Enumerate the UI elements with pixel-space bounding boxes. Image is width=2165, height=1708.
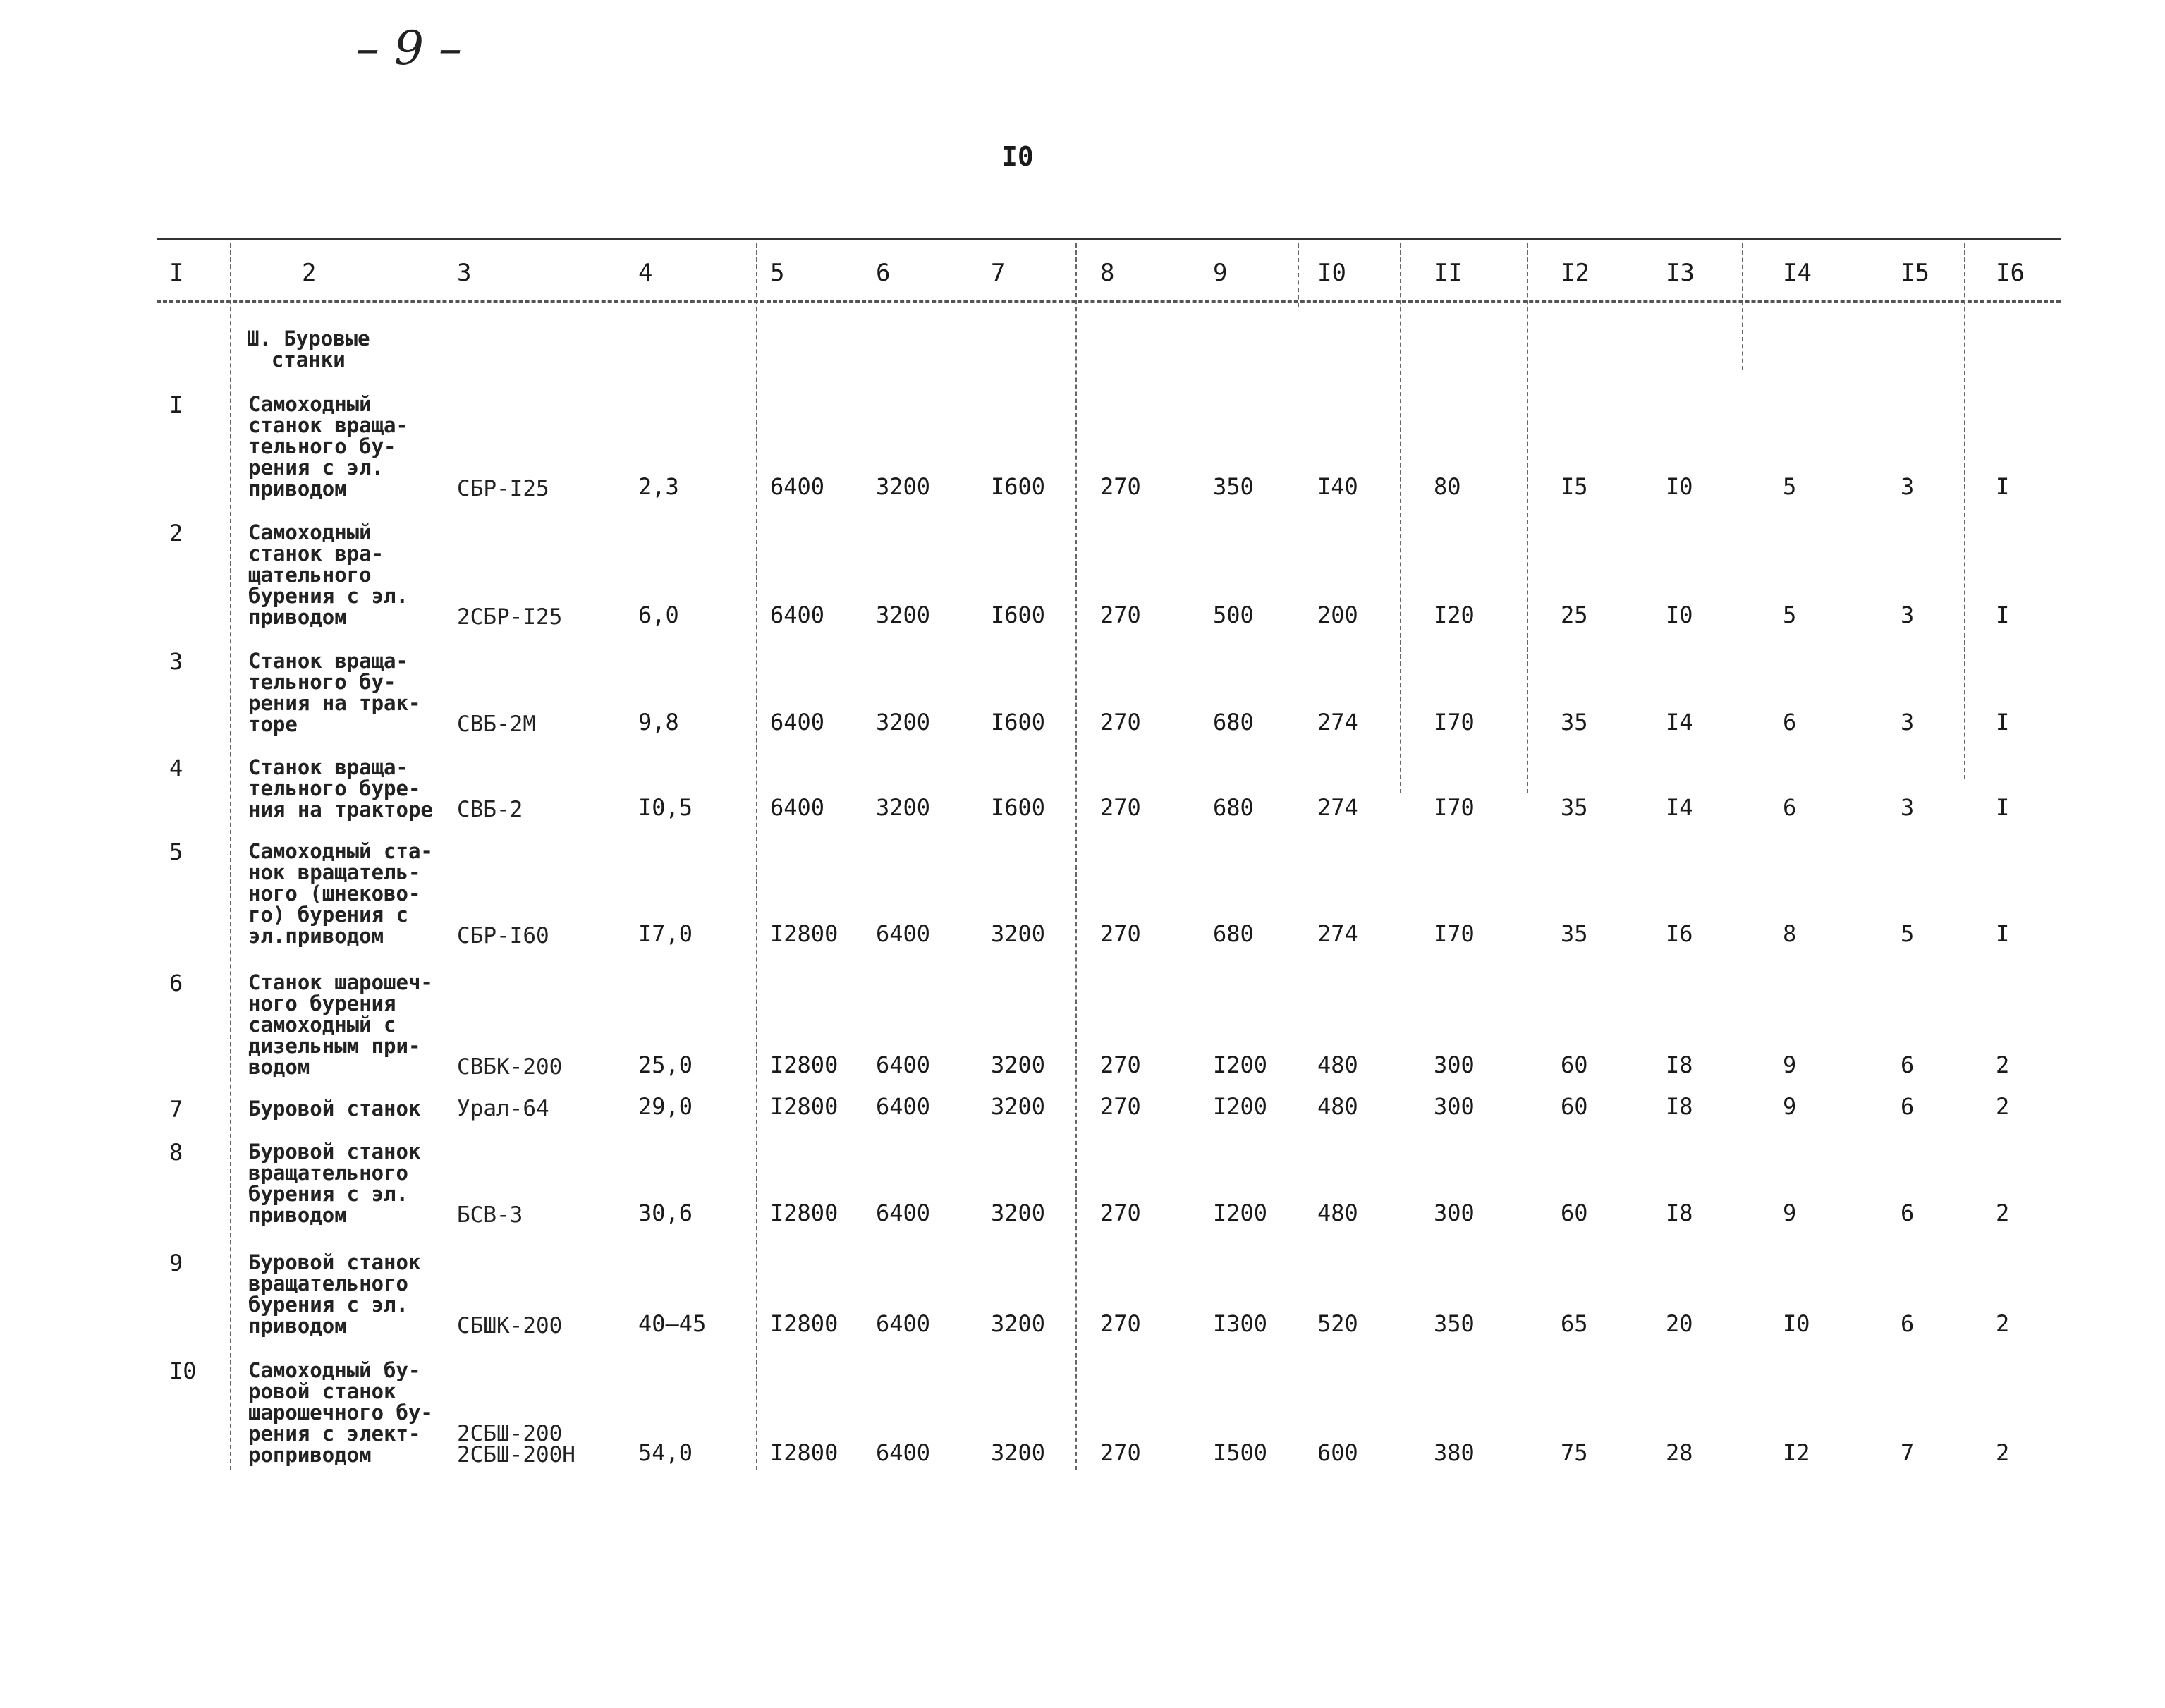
row-value-col-11: 300 <box>1434 1051 1475 1078</box>
row-value-col-15: 3 <box>1901 709 1915 736</box>
column-header: I6 <box>1996 259 2025 287</box>
row-description: Самоходный ста- нок вращатель- ного (шнеково- го) бурения с эл.приводом <box>248 839 433 948</box>
row-value-col-7: 3200 <box>991 1439 1046 1466</box>
row-description: Станок враща- тельного буре- ния на тракторе <box>248 755 433 822</box>
row-value-col-15: 6 <box>1901 1093 1915 1120</box>
row-number: 8 <box>169 1139 183 1166</box>
row-value-col-12: 35 <box>1561 920 1588 947</box>
row-value-col-12: 25 <box>1561 602 1588 628</box>
row-value-col-4: I7,0 <box>638 920 693 947</box>
row-value-col-10: 274 <box>1317 794 1358 821</box>
row-value-col-15: 6 <box>1901 1200 1915 1226</box>
row-value-col-16: 2 <box>1996 1200 2010 1226</box>
row-value-col-16: I <box>1996 794 2010 821</box>
row-value-col-7: I600 <box>991 709 1046 736</box>
row-value-col-16: I <box>1996 709 2010 736</box>
row-value-col-12: 60 <box>1561 1200 1588 1226</box>
row-value-col-9: 680 <box>1213 709 1254 736</box>
row-value-col-5: 6400 <box>770 709 825 736</box>
row-value-col-13: I8 <box>1666 1200 1693 1226</box>
row-value-col-5: I2800 <box>770 1200 838 1226</box>
row-description: Станок враща- тельного бу- рения на трак- торе <box>248 649 421 736</box>
row-model: СВБК-200 <box>457 1054 563 1080</box>
row-value-col-5: 6400 <box>770 794 825 821</box>
row-description: Самоходный бу- ровой станок шарошечного бу- рения с элект- роприводом <box>248 1358 433 1467</box>
row-value-col-5: I2800 <box>770 1310 838 1337</box>
row-value-col-9: I200 <box>1213 1200 1268 1226</box>
row-value-col-8: 270 <box>1100 1200 1141 1226</box>
column-divider <box>230 243 231 1470</box>
row-value-col-10: 600 <box>1317 1439 1358 1466</box>
column-header: II <box>1434 259 1463 287</box>
column-header: 7 <box>991 259 1006 287</box>
row-value-col-6: 6400 <box>876 1051 931 1078</box>
row-number: I0 <box>169 1358 197 1384</box>
row-value-col-11: I70 <box>1434 794 1475 821</box>
row-value-col-14: 6 <box>1783 794 1797 821</box>
row-value-col-14: 5 <box>1783 602 1797 628</box>
row-value-col-16: 2 <box>1996 1310 2010 1337</box>
row-value-col-16: 2 <box>1996 1093 2010 1120</box>
row-value-col-10: I40 <box>1317 473 1358 500</box>
row-number: 2 <box>169 520 183 547</box>
row-value-col-10: 480 <box>1317 1200 1358 1226</box>
row-value-col-16: 2 <box>1996 1051 2010 1078</box>
row-value-col-9: 680 <box>1213 920 1254 947</box>
row-value-col-10: 480 <box>1317 1051 1358 1078</box>
column-divider <box>1298 243 1299 307</box>
row-value-col-9: 350 <box>1213 473 1254 500</box>
row-value-col-4: 25,0 <box>638 1051 693 1078</box>
row-value-col-7: 3200 <box>991 1200 1046 1226</box>
row-model: Урал-64 <box>457 1096 549 1121</box>
row-value-col-12: 60 <box>1561 1093 1588 1120</box>
row-value-col-14: 9 <box>1783 1051 1797 1078</box>
row-value-col-9: I500 <box>1213 1439 1268 1466</box>
row-description: Буровой станок вращательного бурения с эл. приводом <box>248 1250 421 1338</box>
row-value-col-16: 2 <box>1996 1439 2010 1466</box>
row-value-col-8: 270 <box>1100 794 1141 821</box>
row-model: 2СБШ-200 2СБШ-200Н <box>457 1421 575 1468</box>
row-value-col-8: 270 <box>1100 709 1141 736</box>
row-value-col-8: 270 <box>1100 1051 1141 1078</box>
row-value-col-13: I6 <box>1666 920 1693 947</box>
row-description: Буровой станок <box>248 1097 421 1121</box>
row-value-col-9: I200 <box>1213 1051 1268 1078</box>
row-value-col-11: I70 <box>1434 709 1475 736</box>
row-value-col-16: I <box>1996 473 2010 500</box>
row-value-col-12: 60 <box>1561 1051 1588 1078</box>
row-number: 3 <box>169 648 183 675</box>
row-value-col-7: I600 <box>991 602 1046 628</box>
row-value-col-8: 270 <box>1100 1439 1141 1466</box>
row-value-col-7: I600 <box>991 473 1046 500</box>
row-value-col-14: 9 <box>1783 1093 1797 1120</box>
row-model: СБР-I60 <box>457 923 549 948</box>
column-header: 4 <box>638 259 653 287</box>
handwritten-page-number: – 9 – <box>356 21 462 75</box>
row-value-col-15: 6 <box>1901 1051 1915 1078</box>
row-value-col-15: 5 <box>1901 920 1915 947</box>
row-value-col-10: 274 <box>1317 709 1358 736</box>
row-value-col-5: I2800 <box>770 920 838 947</box>
column-header: I4 <box>1783 259 1812 287</box>
row-value-col-7: I600 <box>991 794 1046 821</box>
row-description: Самоходный станок вра- щательного бурения с эл. приводом <box>248 520 408 629</box>
row-value-col-6: 3200 <box>876 473 931 500</box>
row-value-col-9: 500 <box>1213 602 1254 628</box>
row-value-col-14: 8 <box>1783 920 1797 947</box>
column-divider <box>1742 243 1743 370</box>
row-value-col-15: 3 <box>1901 602 1915 628</box>
column-divider <box>1075 243 1077 1470</box>
row-description: Станок шарошеч- ного бурения самоходный с дизельным при- водом <box>248 970 433 1079</box>
column-header: I0 <box>1317 259 1346 287</box>
row-value-col-13: I4 <box>1666 794 1693 821</box>
row-value-col-4: I0,5 <box>638 794 693 821</box>
row-description: Самоходный станок враща- тельного бу- рения с эл. приводом <box>248 392 408 501</box>
row-value-col-5: 6400 <box>770 473 825 500</box>
column-divider <box>756 243 757 1470</box>
row-value-col-14: 6 <box>1783 709 1797 736</box>
row-value-col-8: 270 <box>1100 1310 1141 1337</box>
row-value-col-11: 350 <box>1434 1310 1475 1337</box>
row-value-col-13: I8 <box>1666 1093 1693 1120</box>
row-model: СВБ-2М <box>457 712 536 737</box>
row-value-col-13: I4 <box>1666 709 1693 736</box>
row-value-col-4: 54,0 <box>638 1439 693 1466</box>
row-value-col-9: I300 <box>1213 1310 1268 1337</box>
column-header: 9 <box>1213 259 1228 287</box>
row-value-col-5: I2800 <box>770 1439 838 1466</box>
column-divider <box>1527 243 1528 793</box>
row-value-col-6: 6400 <box>876 1200 931 1226</box>
row-value-col-4: 9,8 <box>638 709 679 736</box>
row-value-col-9: 680 <box>1213 794 1254 821</box>
row-number: 4 <box>169 755 183 781</box>
row-value-col-7: 3200 <box>991 1310 1046 1337</box>
row-value-col-8: 270 <box>1100 1093 1141 1120</box>
row-value-col-14: 5 <box>1783 473 1797 500</box>
row-value-col-11: I20 <box>1434 602 1475 628</box>
row-number: 6 <box>169 970 183 996</box>
row-value-col-5: I2800 <box>770 1093 838 1120</box>
row-value-col-15: 6 <box>1901 1310 1915 1337</box>
row-value-col-9: I200 <box>1213 1093 1268 1120</box>
row-value-col-12: 75 <box>1561 1439 1588 1466</box>
row-value-col-11: I70 <box>1434 920 1475 947</box>
column-divider <box>1400 243 1401 793</box>
row-value-col-7: 3200 <box>991 920 1046 947</box>
row-value-col-14: I0 <box>1783 1310 1810 1337</box>
row-value-col-13: I0 <box>1666 473 1693 500</box>
row-value-col-16: I <box>1996 602 2010 628</box>
row-value-col-6: 6400 <box>876 1093 931 1120</box>
row-model: СБР-I25 <box>457 476 549 501</box>
row-value-col-7: 3200 <box>991 1051 1046 1078</box>
section-title: Ш. Буровые станки <box>247 327 370 372</box>
row-value-col-10: 520 <box>1317 1310 1358 1337</box>
row-model: СБШК-200 <box>457 1313 563 1338</box>
printed-page-number: I0 <box>1001 141 1034 172</box>
row-value-col-11: 300 <box>1434 1093 1475 1120</box>
column-header: I5 <box>1901 259 1929 287</box>
table-top-rule <box>157 238 2061 240</box>
row-value-col-6: 3200 <box>876 709 931 736</box>
table-header-rule <box>157 300 2061 303</box>
row-number: 9 <box>169 1250 183 1276</box>
column-header: 8 <box>1100 259 1115 287</box>
row-model: СВБ-2 <box>457 797 523 822</box>
row-value-col-10: 200 <box>1317 602 1358 628</box>
column-header: 3 <box>457 259 472 287</box>
row-value-col-15: 7 <box>1901 1439 1915 1466</box>
row-value-col-10: 480 <box>1317 1093 1358 1120</box>
column-divider <box>1964 243 1965 779</box>
row-value-col-6: 3200 <box>876 794 931 821</box>
column-header: 2 <box>302 259 317 287</box>
row-value-col-11: 380 <box>1434 1439 1475 1466</box>
column-header: 5 <box>770 259 785 287</box>
row-value-col-13: I0 <box>1666 602 1693 628</box>
row-value-col-5: 6400 <box>770 602 825 628</box>
row-value-col-8: 270 <box>1100 920 1141 947</box>
row-value-col-12: 35 <box>1561 709 1588 736</box>
row-value-col-4: 6,0 <box>638 602 679 628</box>
row-value-col-13: 20 <box>1666 1310 1693 1337</box>
row-value-col-15: 3 <box>1901 794 1915 821</box>
row-value-col-15: 3 <box>1901 473 1915 500</box>
row-value-col-6: 6400 <box>876 1310 931 1337</box>
row-value-col-5: I2800 <box>770 1051 838 1078</box>
row-value-col-6: 6400 <box>876 920 931 947</box>
row-value-col-7: 3200 <box>991 1093 1046 1120</box>
row-value-col-4: 40–45 <box>638 1310 707 1337</box>
row-number: 7 <box>169 1096 183 1123</box>
row-value-col-11: 300 <box>1434 1200 1475 1226</box>
row-value-col-13: 28 <box>1666 1439 1693 1466</box>
column-header: I2 <box>1561 259 1590 287</box>
row-value-col-14: I2 <box>1783 1439 1810 1466</box>
row-value-col-10: 274 <box>1317 920 1358 947</box>
row-value-col-12: I5 <box>1561 473 1588 500</box>
row-value-col-13: I8 <box>1666 1051 1693 1078</box>
row-value-col-8: 270 <box>1100 473 1141 500</box>
row-value-col-4: 29,0 <box>638 1093 693 1120</box>
row-value-col-12: 35 <box>1561 794 1588 821</box>
column-header: I3 <box>1666 259 1695 287</box>
row-value-col-16: I <box>1996 920 2010 947</box>
row-value-col-6: 6400 <box>876 1439 931 1466</box>
row-description: Буровой станок вращательного бурения с эл. приводом <box>248 1140 421 1227</box>
row-number: 5 <box>169 838 183 865</box>
row-value-col-6: 3200 <box>876 602 931 628</box>
row-value-col-11: 80 <box>1434 473 1461 500</box>
row-value-col-14: 9 <box>1783 1200 1797 1226</box>
row-value-col-12: 65 <box>1561 1310 1588 1337</box>
row-value-col-4: 30,6 <box>638 1200 693 1226</box>
row-model: БСВ-3 <box>457 1202 523 1228</box>
column-header: 6 <box>876 259 891 287</box>
column-header: I <box>169 259 184 287</box>
row-value-col-8: 270 <box>1100 602 1141 628</box>
row-value-col-4: 2,3 <box>638 473 679 500</box>
row-model: 2СБР-I25 <box>457 604 563 630</box>
row-number: I <box>169 391 183 418</box>
